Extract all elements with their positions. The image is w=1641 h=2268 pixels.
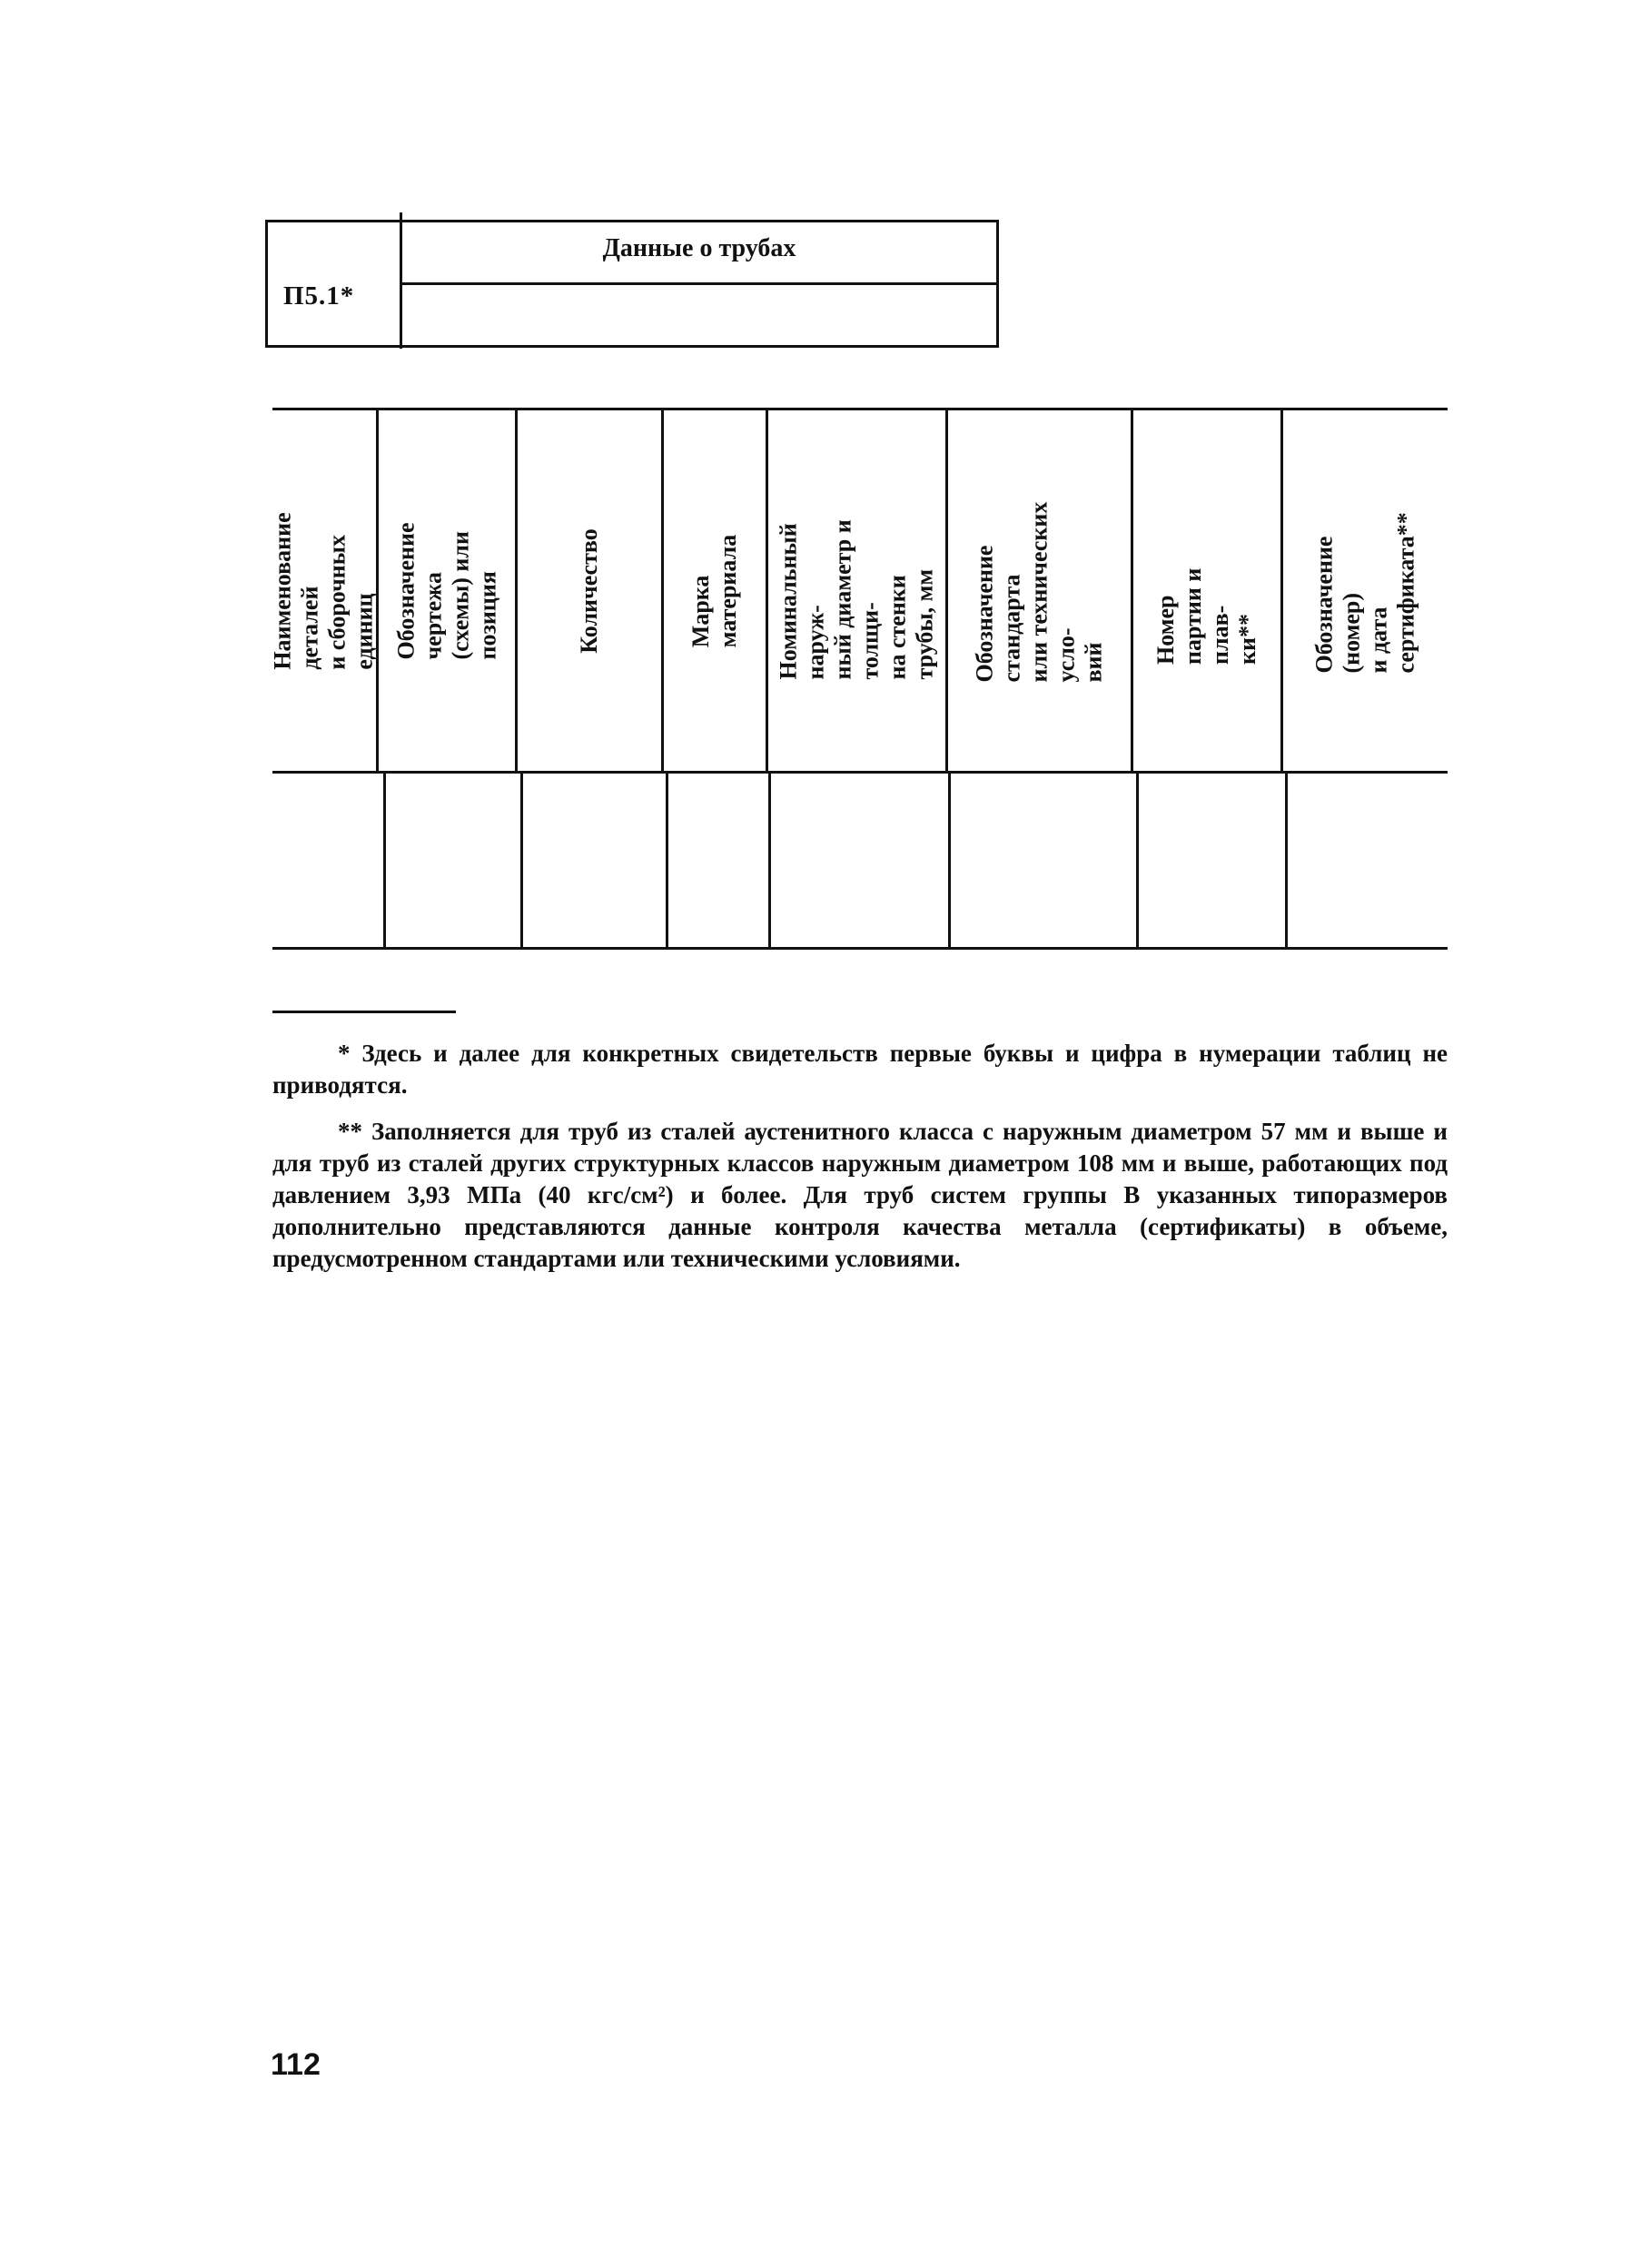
- column-header-text: Количество: [576, 528, 602, 654]
- column-header-standard: [948, 410, 1131, 771]
- column-header-text: Обозначение (номер) и дата сертификата**: [1310, 511, 1419, 673]
- column-header-text: Номинальный наруж- ный диаметр и толщи- на стенки трубы, мм: [775, 518, 938, 679]
- col-divider: [520, 774, 523, 947]
- column-header-text: Обозначение чертежа (схемы) или позиция: [392, 522, 501, 659]
- column-header-text: Обозначение стандарта или технических усло- вий: [971, 501, 1107, 682]
- header-divider: [400, 212, 402, 349]
- column-header-quantity: [518, 410, 661, 771]
- col-divider: [1285, 774, 1288, 947]
- table-bottom-rule: [272, 947, 1448, 950]
- header-row-divider: [401, 282, 997, 285]
- column-header-text: Номер партии и плав- ки**: [1152, 567, 1260, 665]
- column-header-drawing: [379, 410, 515, 771]
- column-header-name: [272, 410, 376, 771]
- table-header-rule: [272, 771, 1448, 774]
- table-title: Данные о трубах: [602, 234, 796, 262]
- col-divider: [666, 774, 668, 947]
- footnote-2: ** Заполняется для труб из сталей аустенитного класса с наружным диаметром 57 мм и выше и для труб из сталей других структурных классов наружным диаметром 108 мм и выше, работающих под давлением 3,93 МПа (40 кгс/см²) и более. Для труб систем группы В указанных типоразмеров дополнительно представляются данные контроля качества металла (сертификаты) в объеме, предусмотренном стандартами или техническими условиями.: [272, 1118, 1448, 1272]
- footnote-1: * Здесь и далее для конкретных свидетельств первые буквы и цифра в нумерации таблиц не приводятся.: [272, 1040, 1448, 1099]
- column-header-material: [664, 410, 766, 771]
- col-divider: [768, 774, 771, 947]
- col-divider: [1136, 774, 1139, 947]
- footnote-rule: [272, 1011, 456, 1013]
- column-header-diameter: [768, 410, 945, 771]
- column-header-text: Марка материала: [687, 534, 742, 647]
- column-header-batch: [1133, 410, 1280, 771]
- col-divider: [948, 774, 951, 947]
- column-header-text: Наименование деталей и сборочных единиц: [270, 511, 378, 670]
- page-number: 112: [271, 2047, 321, 2082]
- column-header-certificate: [1283, 410, 1448, 771]
- col-divider: [383, 774, 386, 947]
- table-code: П5.1*: [283, 281, 355, 311]
